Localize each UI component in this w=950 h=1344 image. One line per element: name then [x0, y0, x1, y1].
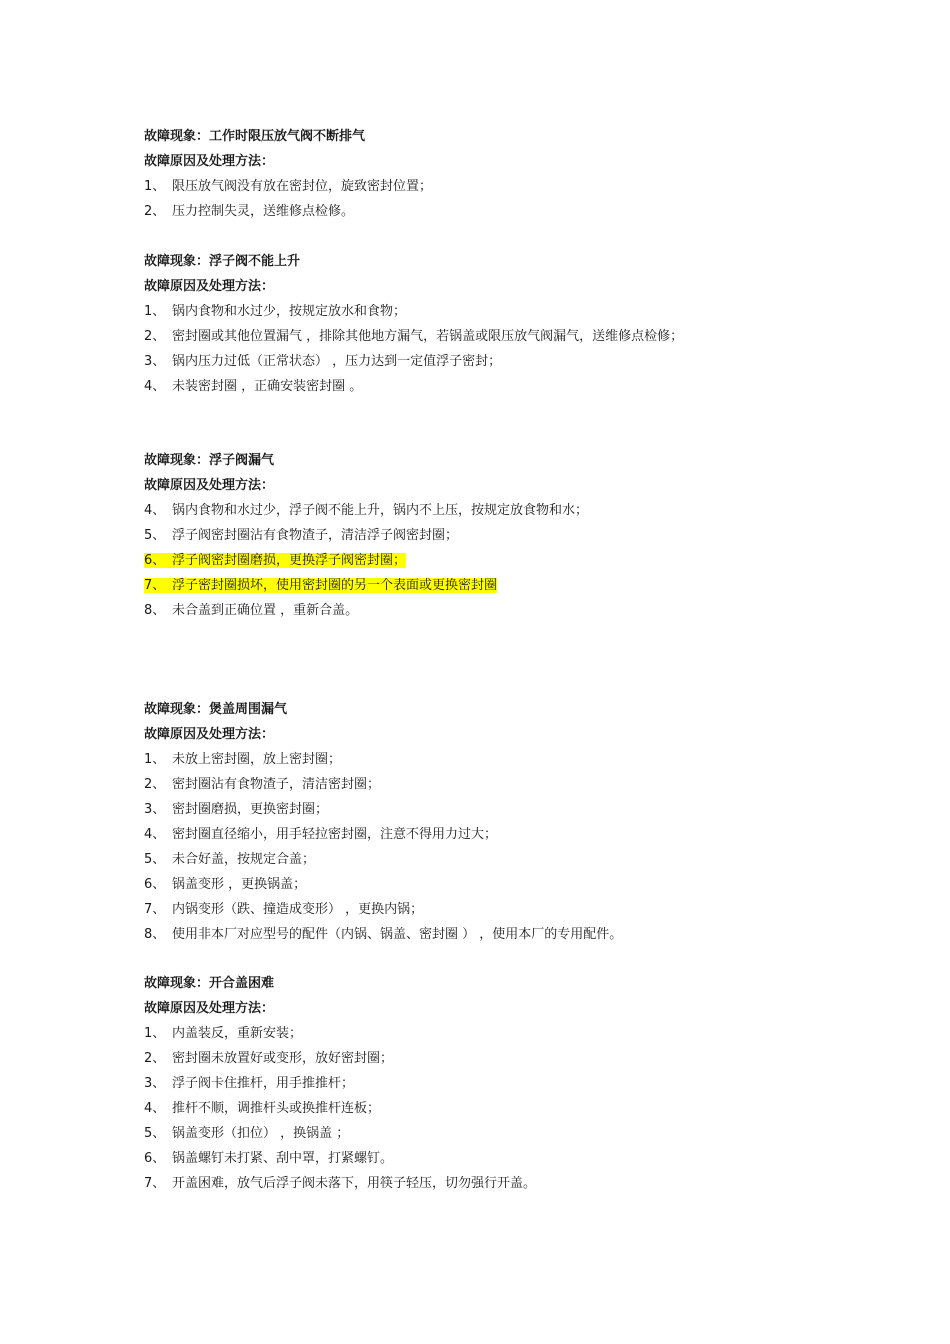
item-text: 浮子阀密封圈磨损，更换浮子阀密封圈； — [172, 553, 407, 568]
item-number: 1、 — [144, 1026, 166, 1041]
item-text: 锅内压力过低（正常状态） ，压力达到一定值浮子密封； — [172, 354, 502, 369]
section-lid-leak — [144, 697, 804, 947]
item-text: 密封圈沾有食物渣子，清洁密封圈； — [172, 777, 381, 792]
list-item — [144, 374, 804, 399]
list-item — [144, 797, 804, 822]
item-number: 7、 — [144, 1176, 166, 1191]
list-item — [144, 598, 804, 623]
list-item — [144, 897, 804, 922]
item-number: 2、 — [144, 204, 166, 219]
item-number: 1、 — [144, 752, 166, 767]
item-number: 4、 — [144, 1101, 166, 1116]
item-text: 未合盖到正确位置 ，重新合盖。 — [172, 603, 359, 618]
list-item — [144, 1021, 804, 1046]
item-text: 未装密封圈 ，正确安装密封圈 。 — [172, 379, 363, 394]
item-text: 锅盖螺钉未打紧、刮中罩，打紧螺钉。 — [172, 1151, 394, 1166]
item-number: 3、 — [144, 802, 166, 817]
list-item — [144, 1071, 804, 1096]
list-item — [144, 847, 804, 872]
list-item-highlighted — [144, 573, 804, 598]
list-item — [144, 349, 804, 374]
item-text: 未合好盖，按规定合盖； — [172, 852, 316, 867]
item-number: 8、 — [144, 603, 166, 618]
section-subheading: 故障原因及处理方法： — [144, 1001, 275, 1016]
item-text: 锅盖变形 ，更换锅盖； — [172, 877, 307, 892]
section-lid-hard-to-open — [144, 971, 804, 1196]
section-subheading: 故障原因及处理方法： — [144, 727, 275, 742]
section-heading: 故障现象：煲盖周围漏气 — [144, 702, 288, 717]
list-item — [144, 1171, 804, 1196]
item-text: 使用非本厂对应型号的配件（内锅、锅盖、密封圈 ） ，使用本厂的专用配件。 — [172, 927, 623, 942]
list-item — [144, 772, 804, 797]
item-text: 锅内食物和水过少，浮子阀不能上升，锅内不上压，按规定放食物和水； — [172, 503, 589, 518]
list-item — [144, 872, 804, 897]
item-text: 开盖困难，放气后浮子阀未落下，用筷子轻压，切勿强行开盖。 — [172, 1176, 537, 1191]
item-number: 8、 — [144, 927, 166, 942]
item-number: 5、 — [144, 852, 166, 867]
item-number: 6、 — [144, 877, 166, 892]
section-subheading: 故障原因及处理方法： — [144, 279, 275, 294]
item-number: 3、 — [144, 354, 166, 369]
item-text: 密封圈未放置好或变形，放好密封圈； — [172, 1051, 394, 1066]
highlight-mark — [144, 553, 406, 568]
list-item — [144, 199, 804, 224]
section-heading: 故障现象：工作时限压放气阀不断排气 — [144, 129, 366, 144]
item-text: 浮子阀密封圈沾有食物渣子，清洁浮子阀密封圈； — [172, 528, 459, 543]
item-number: 3、 — [144, 1076, 166, 1091]
list-item — [144, 822, 804, 847]
item-text: 推杆不顺，调推杆头或换推杆连板； — [172, 1101, 381, 1116]
list-item — [144, 1096, 804, 1121]
item-number: 4、 — [144, 827, 166, 842]
list-item — [144, 922, 804, 947]
list-item-highlighted — [144, 548, 804, 573]
list-item — [144, 324, 804, 349]
item-text: 密封圈直径缩小，用手轻拉密封圈，注意不得用力过大； — [172, 827, 498, 842]
section-subheading: 故障原因及处理方法： — [144, 478, 275, 493]
item-text: 锅内食物和水过少，按规定放水和食物； — [172, 304, 407, 319]
list-item — [144, 747, 804, 772]
section-pressure-valve-venting — [144, 124, 804, 224]
item-number: 2、 — [144, 777, 166, 792]
item-number: 6、 — [144, 1151, 166, 1166]
item-number: 6、 — [144, 553, 166, 568]
item-number: 2、 — [144, 329, 166, 344]
item-text: 密封圈磨损，更换密封圈； — [172, 802, 329, 817]
item-text: 浮子阀卡住推杆，用手推推杆； — [172, 1076, 355, 1091]
item-number: 7、 — [144, 902, 166, 917]
item-number: 4、 — [144, 503, 166, 518]
list-item — [144, 174, 804, 199]
section-heading: 故障现象：开合盖困难 — [144, 976, 275, 991]
item-text: 压力控制失灵，送维修点检修。 — [172, 204, 355, 219]
list-item — [144, 1121, 804, 1146]
list-item — [144, 1046, 804, 1071]
section-subheading: 故障原因及处理方法： — [144, 154, 275, 169]
item-text: 浮子密封圈损坏，使用密封圈的另一个表面或更换密封圈 — [172, 578, 498, 593]
list-item — [144, 523, 804, 548]
item-number: 4、 — [144, 379, 166, 394]
section-heading: 故障现象：浮子阀漏气 — [144, 453, 275, 468]
item-number: 5、 — [144, 1126, 166, 1141]
section-heading: 故障现象：浮子阀不能上升 — [144, 254, 301, 269]
item-text: 内盖装反，重新安装； — [172, 1026, 303, 1041]
item-text: 内锅变形（跌、撞造成变形） ，更换内锅； — [172, 902, 424, 917]
item-text: 限压放气阀没有放在密封位，旋致密封位置； — [172, 179, 433, 194]
item-text: 未放上密封圈，放上密封圈； — [172, 752, 342, 767]
item-text: 锅盖变形（扣位） ，换锅盖 ； — [172, 1126, 350, 1141]
list-item — [144, 1146, 804, 1171]
section-float-valve-leak — [144, 448, 804, 623]
item-number: 1、 — [144, 179, 166, 194]
list-item — [144, 498, 804, 523]
section-float-valve-not-rising — [144, 249, 804, 399]
list-item — [144, 299, 804, 324]
item-number: 7、 — [144, 578, 166, 593]
item-number: 1、 — [144, 304, 166, 319]
item-number: 2、 — [144, 1051, 166, 1066]
item-text: 密封圈或其他位置漏气 ，排除其他地方漏气，若锅盖或限压放气阀漏气，送维修点检修； — [172, 329, 684, 344]
item-number: 5、 — [144, 528, 166, 543]
highlight-mark — [144, 578, 497, 593]
